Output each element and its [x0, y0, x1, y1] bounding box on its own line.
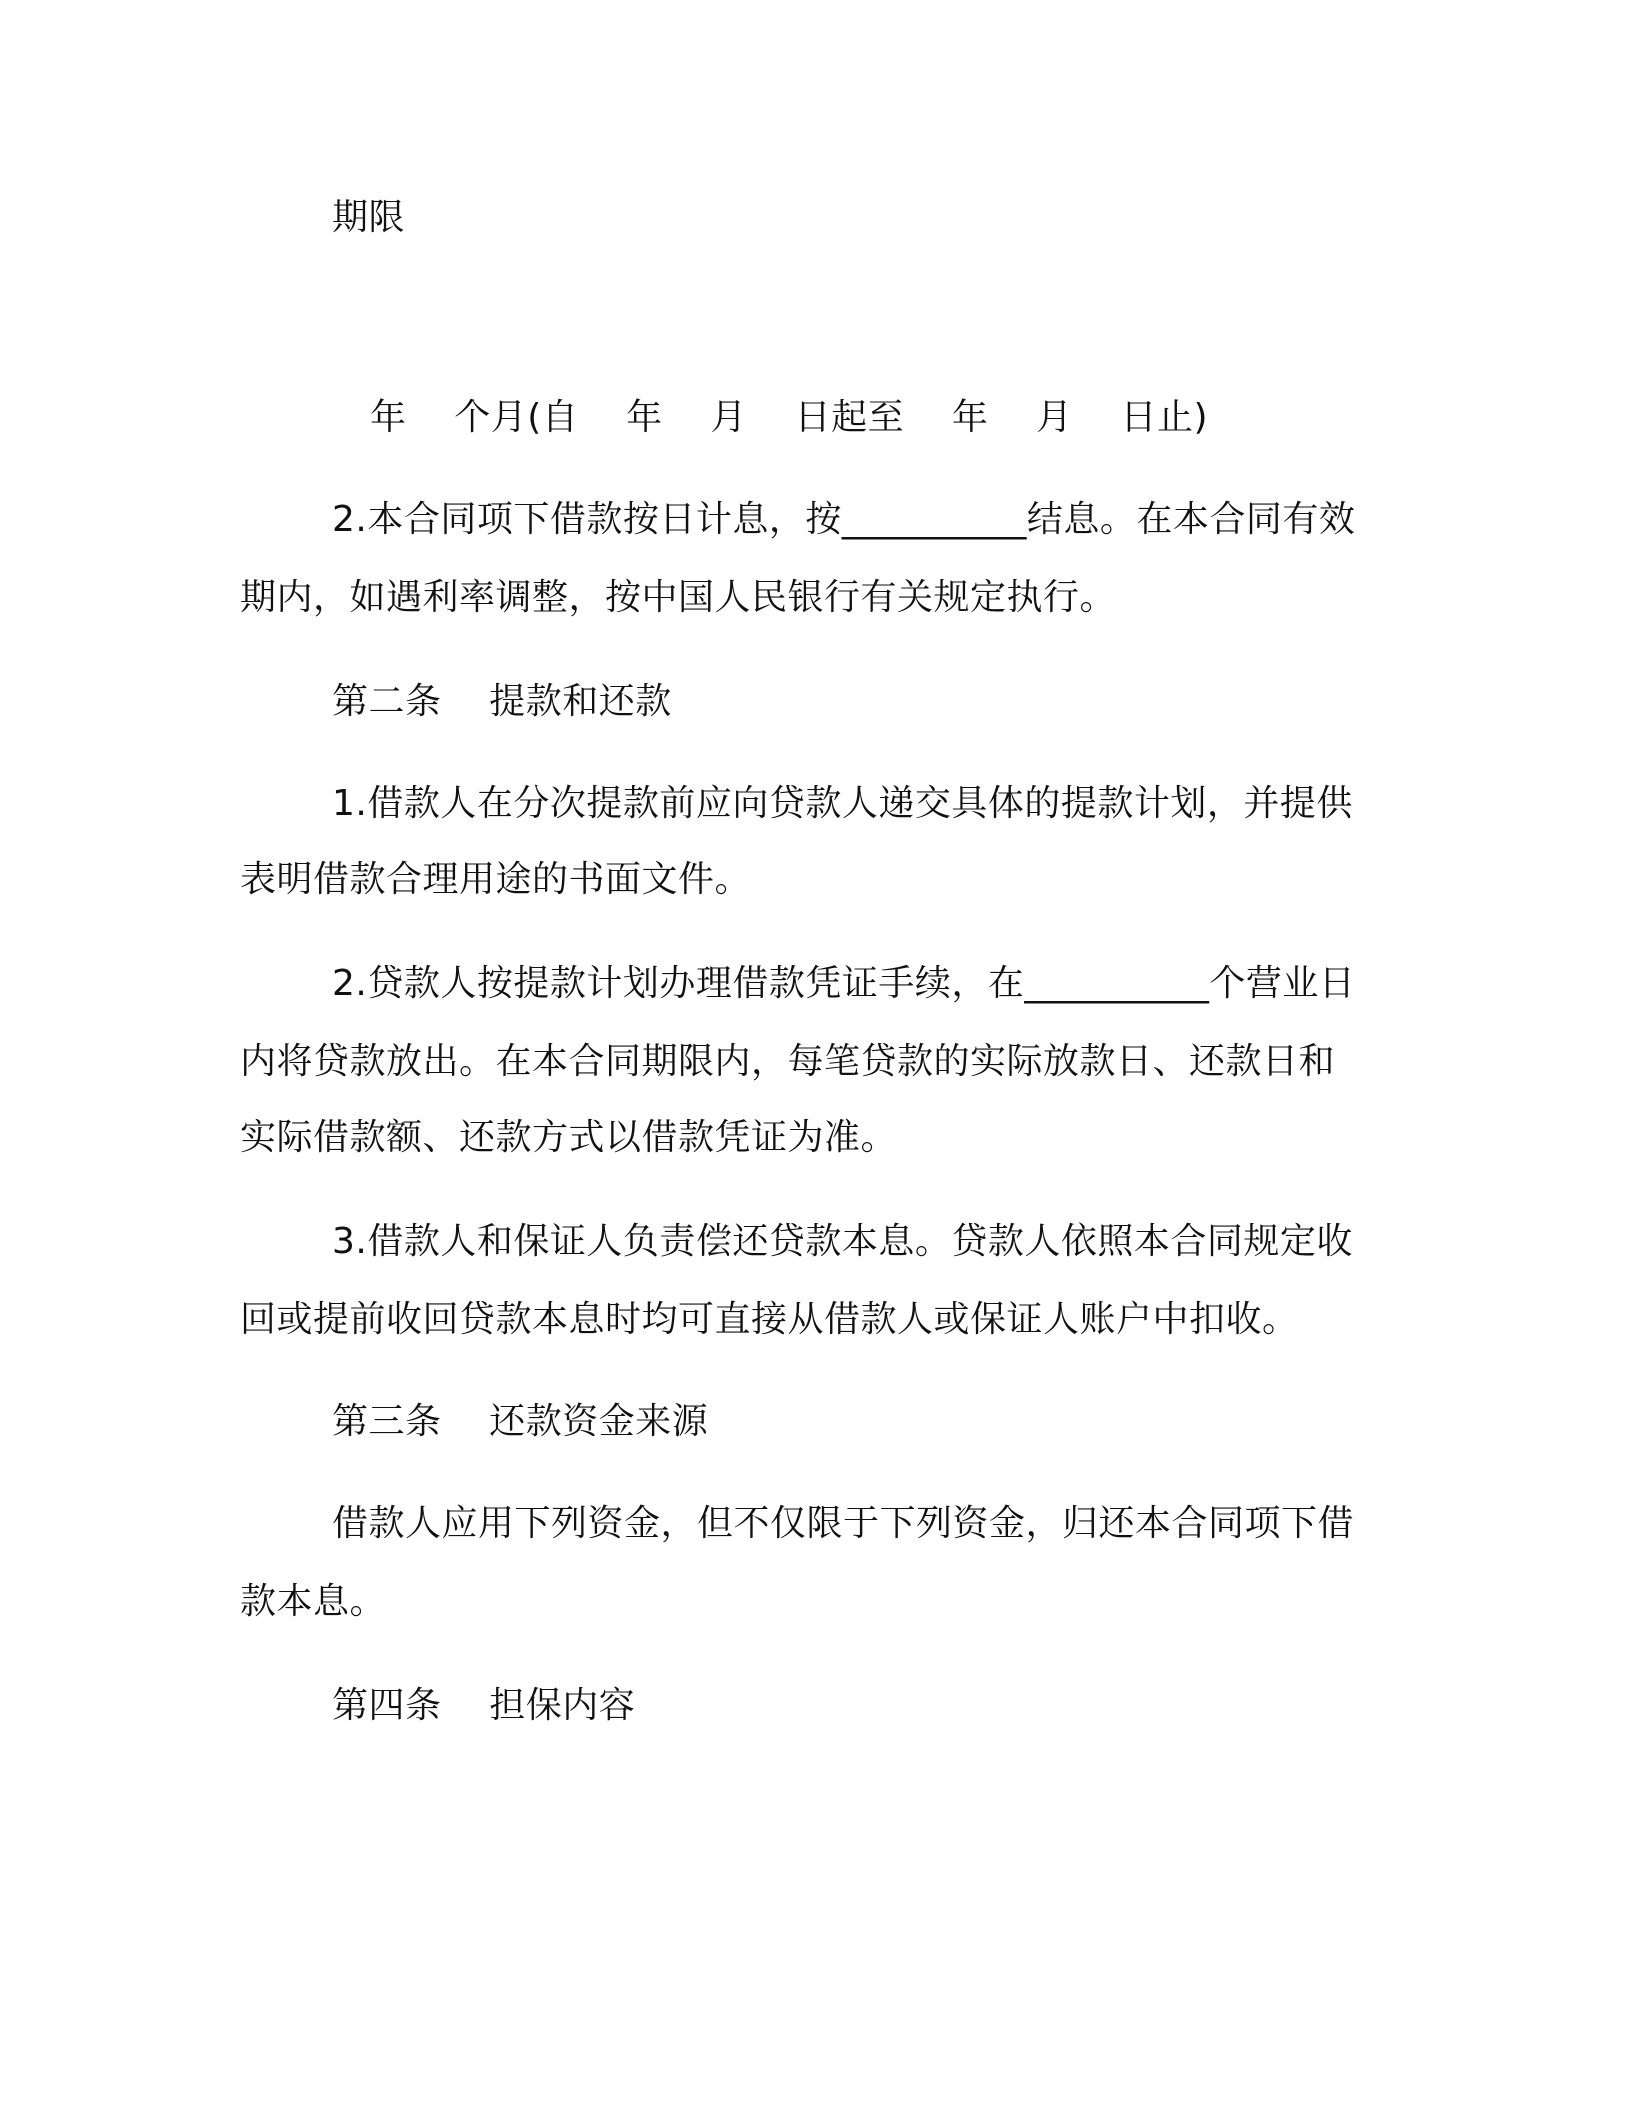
paragraph-repayment-line-1: 3.借款人和保证人负责偿还贷款本息。贷款人依照本合同规定收 — [332, 1221, 1353, 1262]
paragraph-interest-line-1: 2.本合同项下借款按日计息，按__________结息。在本合同有效 — [332, 499, 1356, 540]
article-3-heading: 第三条 还款资金来源 — [332, 1401, 709, 1442]
paragraph-withdrawal-line-2: 表明借款合理用途的书面文件。 — [240, 859, 752, 900]
paragraph-disbursement-line-1: 2.贷款人按提款计划办理借款凭证手续，在__________个营业日 — [332, 963, 1356, 1004]
article-2-heading: 第二条 提款和还款 — [332, 681, 672, 722]
term-heading: 期限 — [332, 197, 406, 238]
paragraph-funds-line-1: 借款人应用下列资金，但不仅限于下列资金，归还本合同项下借 — [332, 1503, 1355, 1544]
paragraph-funds-line-2: 款本息。 — [240, 1581, 387, 1622]
paragraph-withdrawal-line-1: 1.借款人在分次提款前应向贷款人递交具体的提款计划，并提供 — [332, 783, 1353, 824]
article-4-heading: 第四条 担保内容 — [332, 1685, 636, 1726]
paragraph-disbursement-line-3: 实际借款额、还款方式以借款凭证为准。 — [240, 1117, 898, 1158]
paragraph-disbursement-line-2: 内将贷款放出。在本合同期限内，每笔贷款的实际放款日、还款日和 — [240, 1041, 1336, 1082]
paragraph-interest-line-2: 期内，如遇利率调整，按中国人民银行有关规定执行。 — [240, 577, 1117, 618]
term-period-line: 年 个月(自 年 月 日起至 年 月 日止) — [370, 397, 1209, 438]
paragraph-repayment-line-2: 回或提前收回贷款本息时均可直接从借款人或保证人账户中扣收。 — [240, 1299, 1299, 1340]
